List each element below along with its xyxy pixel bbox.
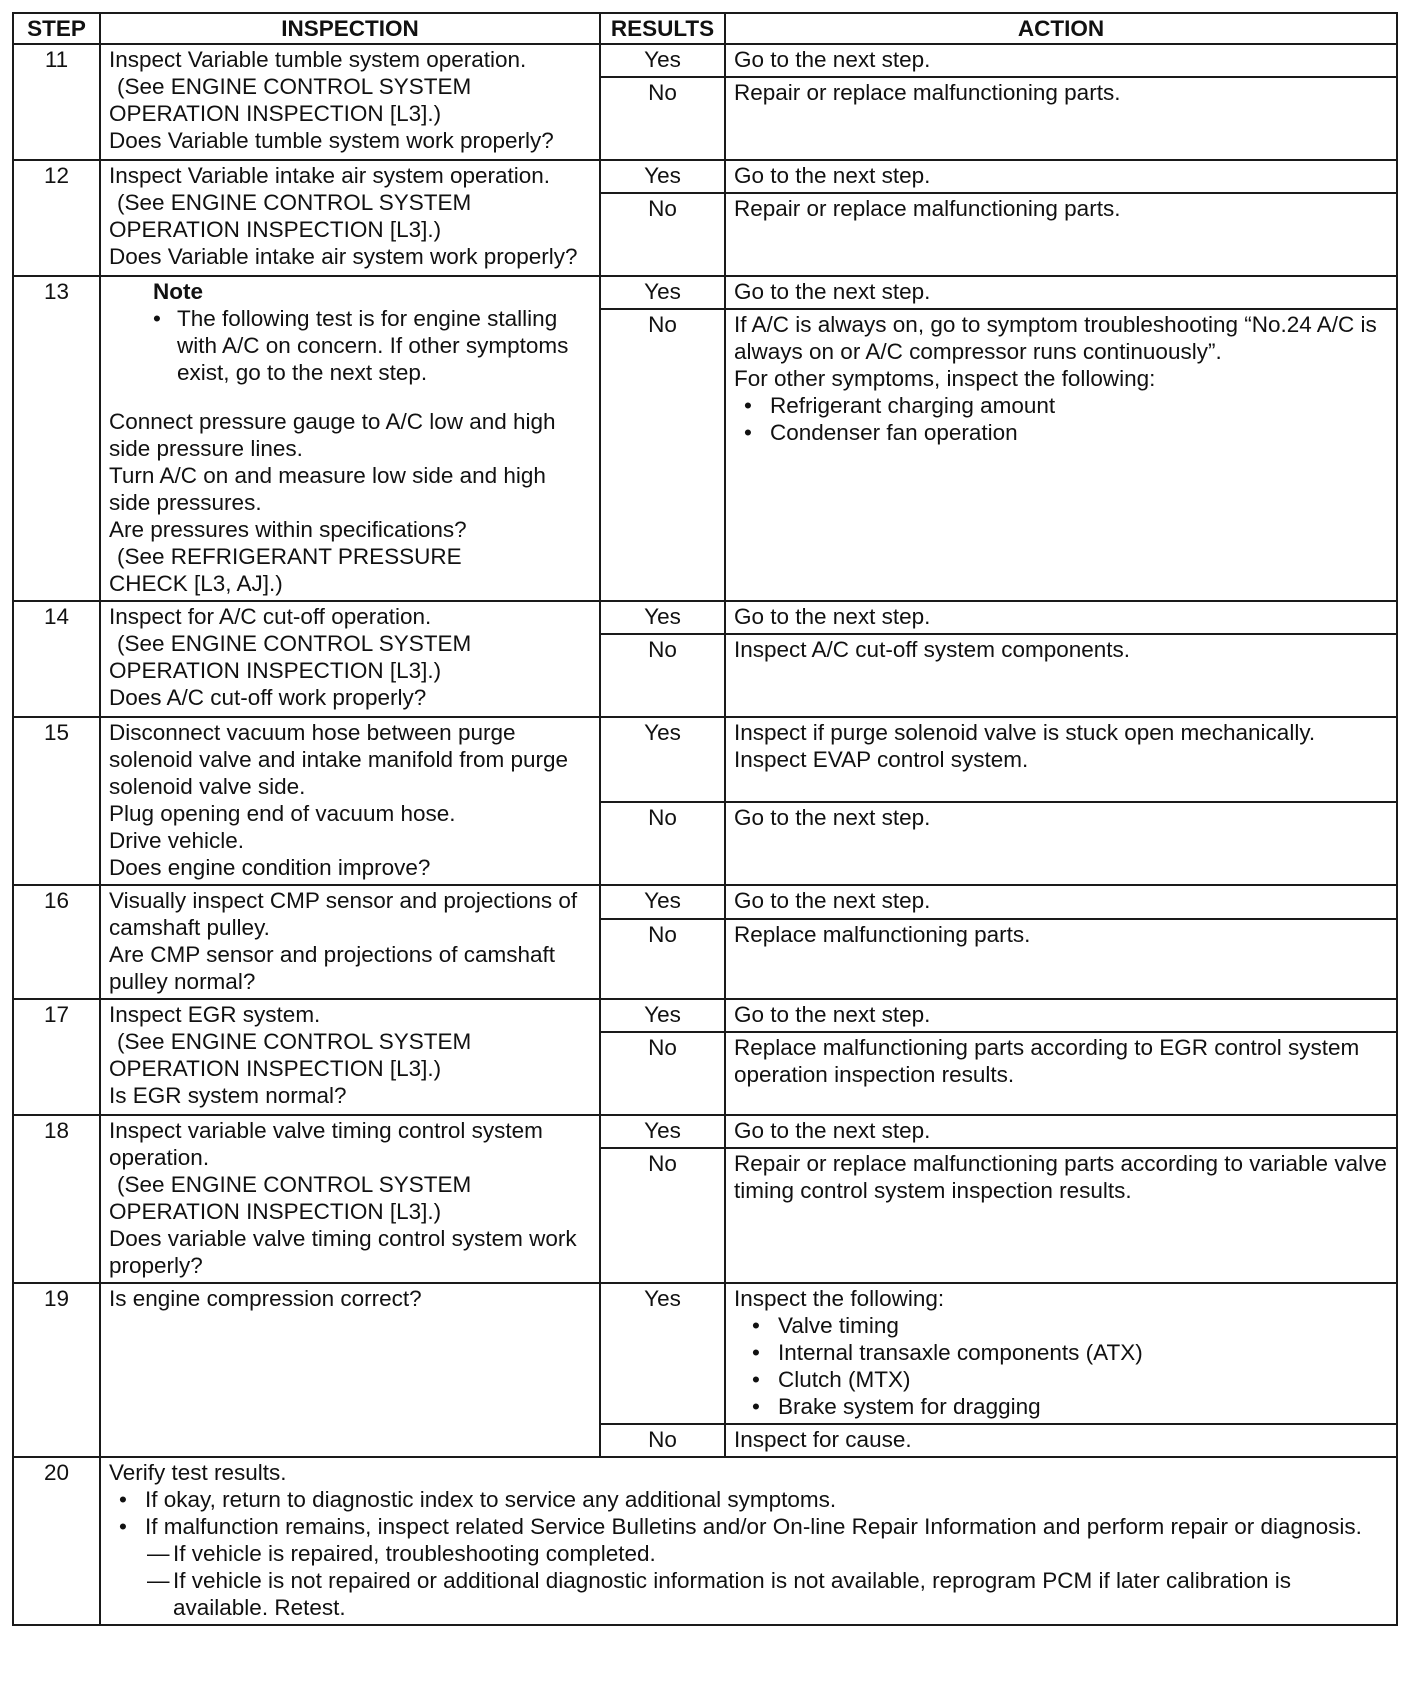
inspection-cell (100, 885, 600, 999)
result-yes: Yes (600, 601, 725, 634)
result-no: No (600, 193, 725, 276)
step-number: 19 (13, 1283, 100, 1457)
action-no: Replace malfunctioning parts. (725, 919, 1397, 999)
header-action: ACTION (725, 13, 1397, 44)
action-list (734, 1312, 1388, 1420)
reference-text: (See REFRIGERANT PRESSURE (117, 544, 462, 569)
list-item: • Brake system for dragging (734, 1393, 1388, 1420)
step-number: 11 (13, 44, 100, 160)
header-step: STEP (13, 13, 100, 44)
reference-text: OPERATION INSPECTION [L3].) (109, 1056, 442, 1081)
list-item: • Refrigerant charging amount (734, 392, 1388, 419)
inspection-question: Are pressures within specifications? (109, 517, 467, 542)
table-row (13, 1283, 1397, 1424)
reference-text: (See ENGINE CONTROL SYSTEM (117, 1172, 472, 1197)
result-yes: Yes (600, 717, 725, 802)
step-number: 15 (13, 717, 100, 885)
reference-text: (See ENGINE CONTROL SYSTEM (117, 631, 472, 656)
inspection-text: Inspect variable valve timing control system operation. (109, 1118, 543, 1170)
spacer (109, 386, 591, 408)
action-no: If A/C is always on, go to symptom troubleshooting “No.24 A/C is always on or A/C compressor runs continuously”. (734, 312, 1377, 364)
table-row (13, 885, 1397, 919)
action-yes: Go to the next step. (725, 885, 1397, 919)
step-number: 14 (13, 601, 100, 717)
result-no: No (600, 1424, 725, 1457)
table-row (13, 601, 1397, 634)
inspection-text: Disconnect vacuum hose between purge solenoid valve and intake manifold from purge solenoid valve side. (109, 720, 569, 799)
note-item: • The following test is for engine stalling with A/C on concern. If other symptoms exist, go to the next step. (109, 305, 591, 386)
action-no-cell (725, 309, 1397, 601)
step-number: 18 (13, 1115, 100, 1283)
table-row (13, 999, 1397, 1032)
list-item: • Internal transaxle components (ATX) (734, 1339, 1388, 1366)
inspection-question: Is EGR system normal? (109, 1083, 347, 1108)
inspection-cell (100, 276, 600, 601)
header-inspection: INSPECTION (100, 13, 600, 44)
inspection-question: Are CMP sensor and projections of camshaft pulley normal? (109, 942, 556, 994)
action-no: Repair or replace malfunctioning parts according to variable valve timing control system inspection results. (725, 1148, 1397, 1283)
inspection-text: Inspect for A/C cut-off operation. (109, 604, 432, 629)
action-yes-followup: Inspect EVAP control system. (734, 747, 1029, 772)
inspection-text: Inspect Variable tumble system operation. (109, 47, 527, 72)
action-no: Repair or replace malfunctioning parts. (725, 77, 1397, 160)
result-no: No (600, 1148, 725, 1283)
step-number: 16 (13, 885, 100, 999)
list-item: • Valve timing (734, 1312, 1388, 1339)
diagnostic-page (12, 12, 1396, 1626)
table-row (13, 276, 1397, 309)
list-item: • If okay, return to diagnostic index to service any additional symptoms. (109, 1486, 1388, 1513)
inspection-cell (100, 1457, 1397, 1625)
result-yes: Yes (600, 999, 725, 1032)
result-no: No (600, 634, 725, 717)
reference-text: (See ENGINE CONTROL SYSTEM (117, 1029, 472, 1054)
action-yes: Go to the next step. (725, 1115, 1397, 1148)
list-item: • If malfunction remains, inspect related Service Bulletins and/or On-line Repair Information and perform repair or diagnosis. (109, 1513, 1388, 1540)
result-list (109, 1486, 1388, 1540)
header-results: RESULTS (600, 13, 725, 44)
action-no: Inspect for cause. (725, 1424, 1397, 1457)
inspection-question: Does variable valve timing control system work properly? (109, 1226, 577, 1278)
reference-text: OPERATION INSPECTION [L3].) (109, 1199, 442, 1224)
result-yes: Yes (600, 1283, 725, 1424)
inspection-question: Does Variable tumble system work properly? (109, 128, 554, 153)
table-row (13, 1457, 1397, 1625)
header-row (13, 13, 1397, 44)
step-number: 20 (13, 1457, 100, 1625)
list-item: • Condenser fan operation (734, 419, 1388, 446)
inspection-cell (100, 44, 600, 160)
sub-list-item: — If vehicle is not repaired or additional diagnostic information is not available, reprogram PCM if later calibration is available. Retest. (109, 1567, 1388, 1621)
action-yes: Go to the next step. (725, 601, 1397, 634)
action-yes-cell (725, 717, 1397, 802)
inspection-question: Does A/C cut-off work properly? (109, 685, 427, 710)
reference-text: OPERATION INSPECTION [L3].) (109, 658, 442, 683)
result-no: No (600, 77, 725, 160)
table-row (13, 1115, 1397, 1148)
reference-text: (See ENGINE CONTROL SYSTEM (117, 74, 472, 99)
result-no: No (600, 1032, 725, 1115)
note-list (109, 305, 591, 386)
action-yes: Go to the next step. (725, 160, 1397, 193)
inspection-text: Inspect EGR system. (109, 1002, 321, 1027)
table-row (13, 160, 1397, 193)
inspection-question: Is engine compression correct? (100, 1283, 600, 1457)
list-item: • Clutch (MTX) (734, 1366, 1388, 1393)
result-no: No (600, 802, 725, 885)
step-number: 12 (13, 160, 100, 276)
result-yes: Yes (600, 44, 725, 77)
action-list (734, 392, 1388, 446)
step-number: 13 (13, 276, 100, 601)
reference-text: CHECK [L3, AJ].) (109, 571, 283, 596)
step-number: 17 (13, 999, 100, 1115)
action-no: Repair or replace malfunctioning parts. (725, 193, 1397, 276)
inspection-cell (100, 717, 600, 885)
inspection-text: Turn A/C on and measure low side and high side pressures. (109, 463, 546, 515)
action-no: Inspect A/C cut-off system components. (725, 634, 1397, 717)
action-yes: Inspect if purge solenoid valve is stuck open mechanically. (734, 720, 1316, 745)
inspection-text: Verify test results. (109, 1460, 287, 1485)
inspection-text: Connect pressure gauge to A/C low and high side pressure lines. (109, 409, 556, 461)
inspection-text: Plug opening end of vacuum hose. (109, 801, 456, 826)
note-title: Note (153, 279, 203, 304)
inspection-question: Does Variable intake air system work properly? (109, 244, 578, 269)
reference-text: OPERATION INSPECTION [L3].) (109, 217, 442, 242)
sub-list-item: — If vehicle is repaired, troubleshooting completed. (109, 1540, 1388, 1567)
action-yes: Go to the next step. (725, 276, 1397, 309)
inspection-text: Drive vehicle. (109, 828, 245, 853)
action-yes-cell (725, 1283, 1397, 1424)
action-yes: Go to the next step. (725, 44, 1397, 77)
result-no: No (600, 309, 725, 601)
action-yes: Inspect the following: (734, 1286, 945, 1311)
table-row (13, 717, 1397, 802)
table-row (13, 44, 1397, 77)
result-yes: Yes (600, 1115, 725, 1148)
sub-list (109, 1540, 1388, 1621)
reference-text: (See ENGINE CONTROL SYSTEM (117, 190, 472, 215)
inspection-cell (100, 160, 600, 276)
action-no: Replace malfunctioning parts according to EGR control system operation inspection results. (725, 1032, 1397, 1115)
action-no-followup: For other symptoms, inspect the following: (734, 366, 1156, 391)
action-no: Go to the next step. (725, 802, 1397, 885)
inspection-question: Does engine condition improve? (109, 855, 431, 880)
inspection-text: Visually inspect CMP sensor and projections of camshaft pulley. (109, 888, 578, 940)
result-yes: Yes (600, 160, 725, 193)
result-no: No (600, 919, 725, 999)
result-yes: Yes (600, 885, 725, 919)
inspection-cell (100, 601, 600, 717)
inspection-text: Inspect Variable intake air system operation. (109, 163, 551, 188)
reference-text: OPERATION INSPECTION [L3].) (109, 101, 442, 126)
action-yes: Go to the next step. (725, 999, 1397, 1032)
inspection-cell (100, 1115, 600, 1283)
inspection-cell (100, 999, 600, 1115)
result-yes: Yes (600, 276, 725, 309)
diagnostic-table (12, 12, 1398, 1626)
